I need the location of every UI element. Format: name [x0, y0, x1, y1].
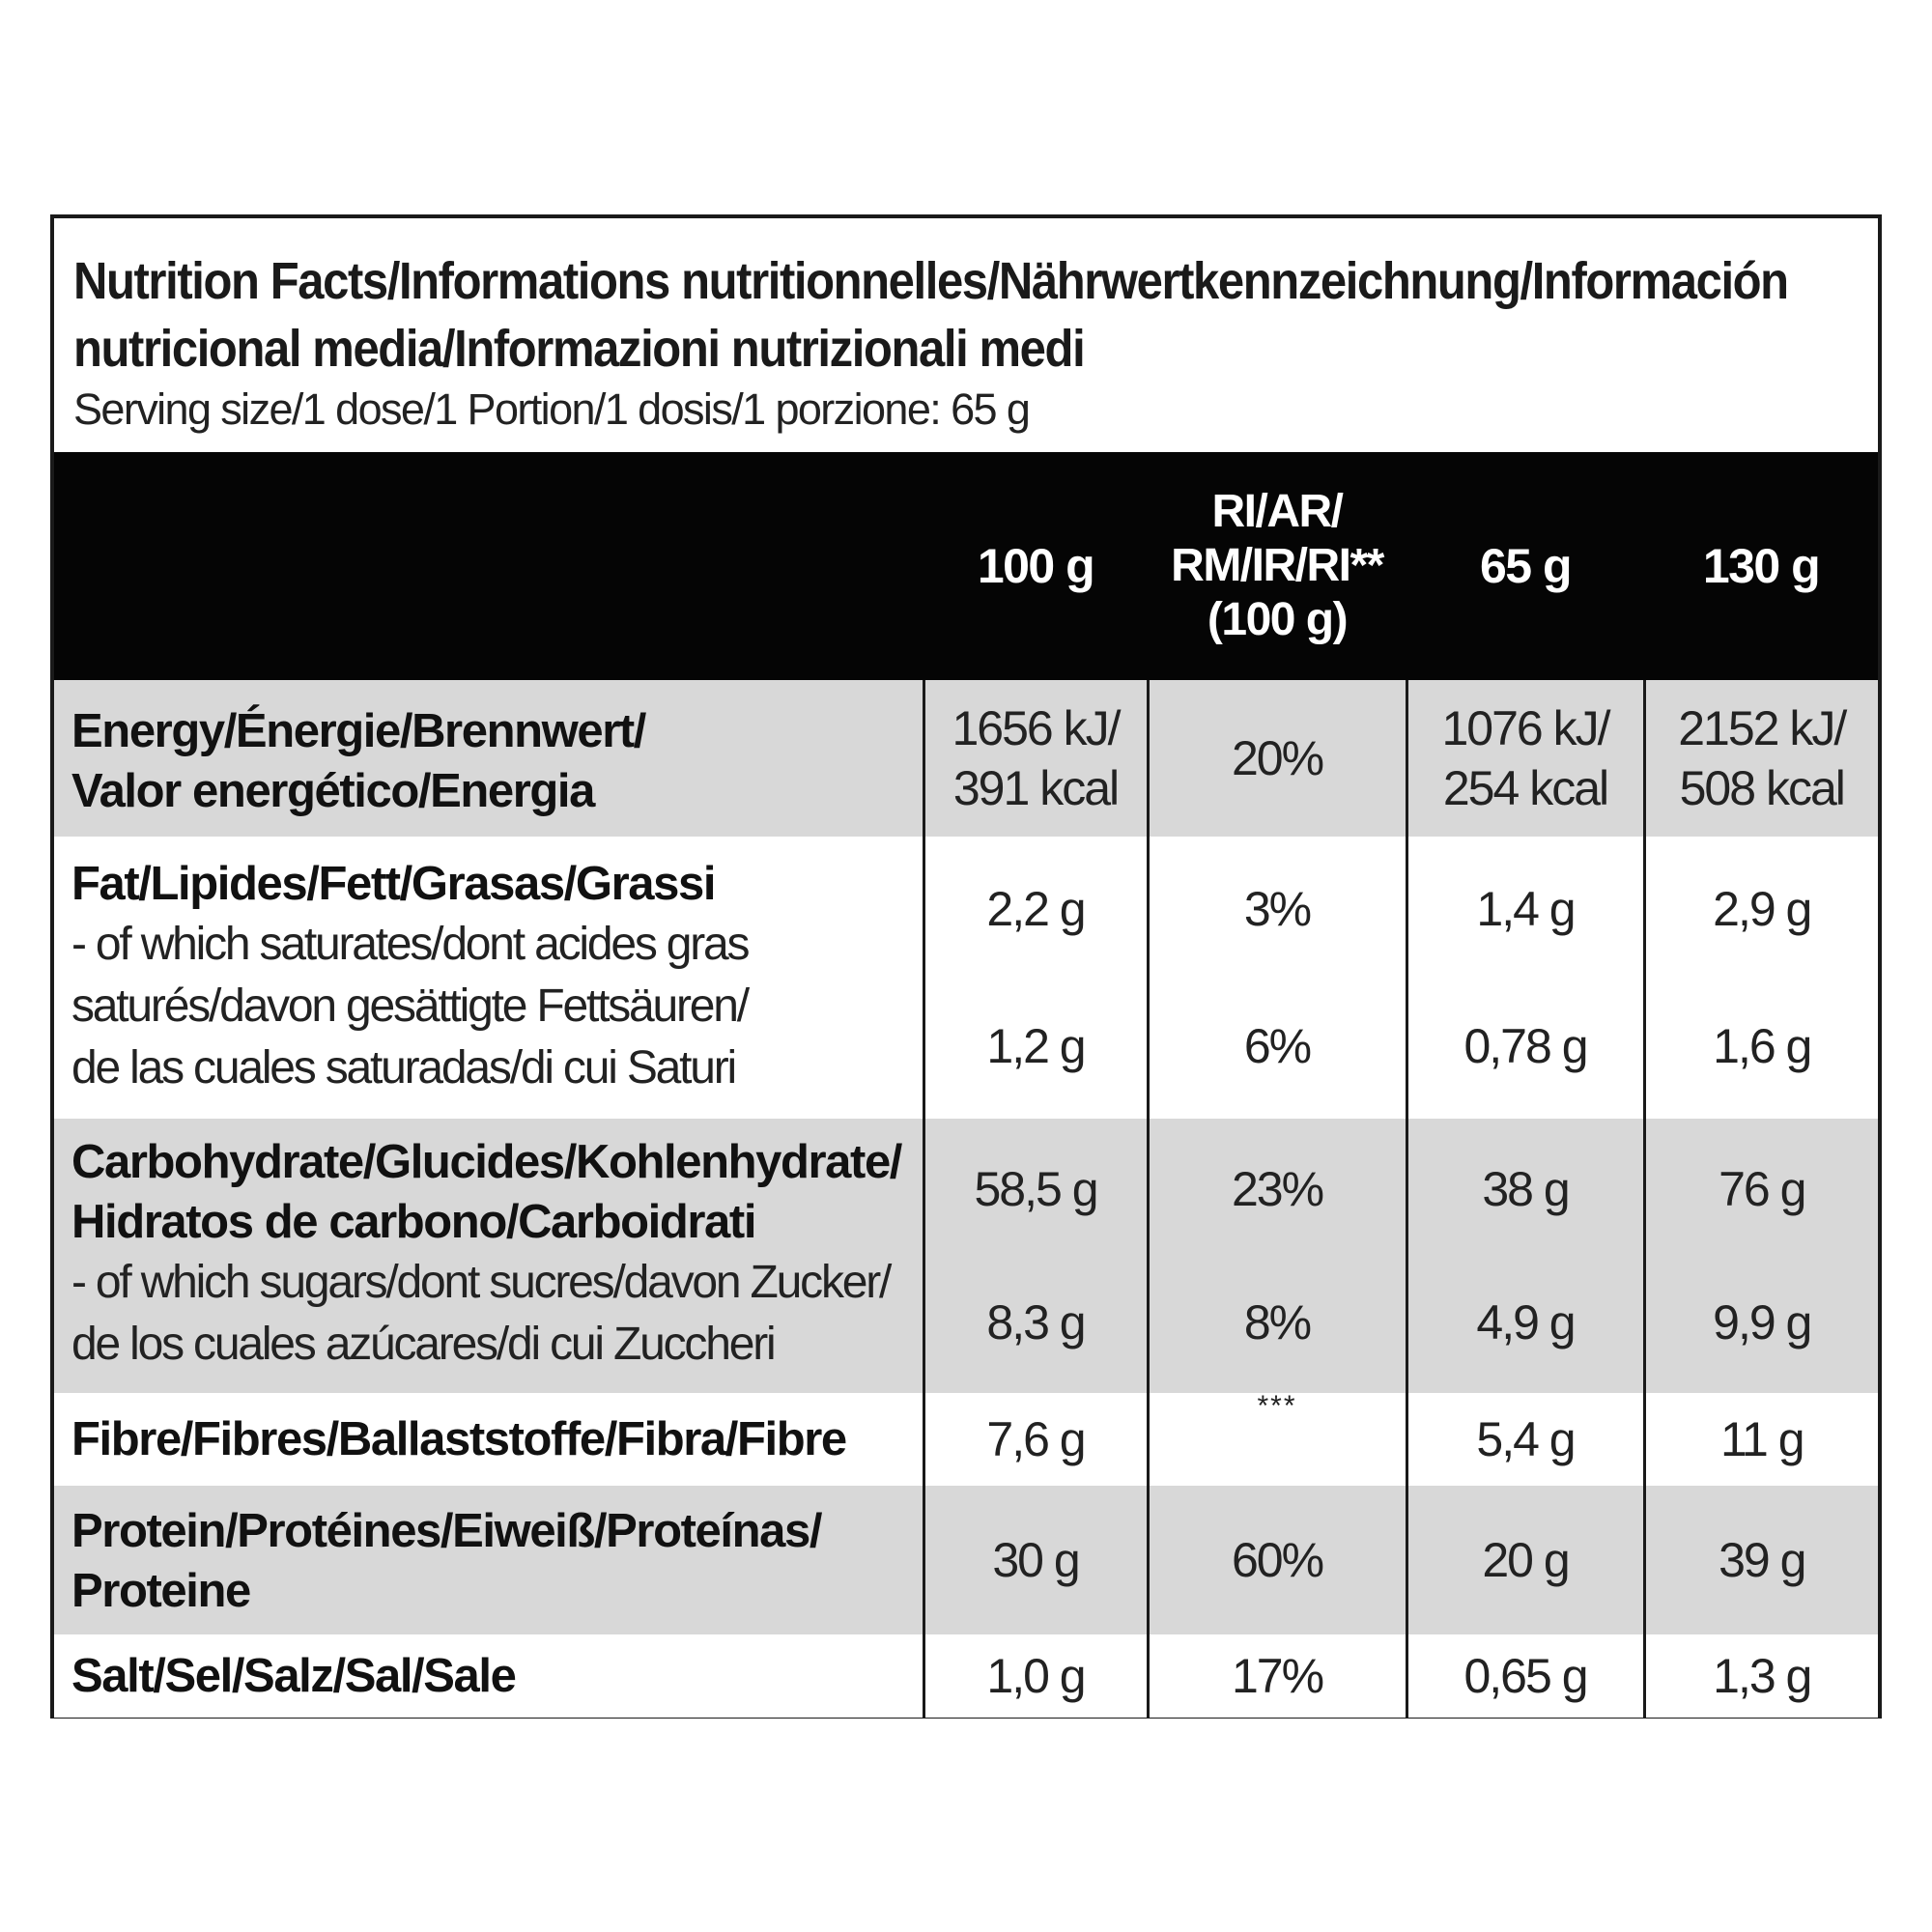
fibre-65g: 5,4 g	[1406, 1393, 1644, 1486]
protein-ri: 60%	[1148, 1486, 1406, 1634]
carbohydrate-65g: 38 g	[1482, 1162, 1569, 1216]
energy-ri: 20%	[1148, 680, 1406, 837]
salt-65g: 0,65 g	[1406, 1634, 1644, 1718]
energy-130g: 2152 kJ/ 508 kcal	[1678, 701, 1846, 815]
fat-ri: 3%	[1243, 882, 1311, 936]
saturates-130g: 1,6 g	[1713, 1019, 1811, 1073]
saturates-label: - of which saturates/dont acides gras saturés/davon gesättigte Fettsäuren/ de las cuales saturadas/di cui Saturi	[71, 919, 749, 1094]
salt-ri: 17%	[1148, 1634, 1406, 1718]
serving-size: Serving size/1 dose/1 Portion/1 dosis/1 porzione: 65 g	[73, 384, 1030, 434]
saturates-ri: 6%	[1243, 1019, 1311, 1073]
sugars-100g: 8,3 g	[986, 1295, 1085, 1350]
nutrition-header	[54, 218, 1878, 456]
fibre-ri: ***	[1257, 1390, 1297, 1422]
carbohydrate-ri: 23%	[1231, 1162, 1323, 1216]
nutrition-table	[54, 452, 1878, 1718]
salt-130g: 1,3 g	[1644, 1634, 1878, 1718]
fat-100g: 2,2 g	[986, 882, 1085, 936]
table-row-salt	[54, 1634, 1878, 1718]
fibre-label: Fibre/Fibres/Ballaststoffe/Fibra/Fibre	[71, 1413, 846, 1465]
fat-65g: 1,4 g	[1476, 882, 1575, 936]
carbohydrate-label: Carbohydrate/Glucides/Kohlenhydrate/ Hidratos de carbono/Carboidrati	[71, 1136, 902, 1248]
nutrition-title: Nutrition Facts/Informations nutritionnelles/Nährwertkennzeichnung/Información nutricional media/Informazioni nutrizionali medi	[73, 252, 1788, 379]
column-header-100g: 100 g	[923, 452, 1148, 680]
carbohydrate-100g: 58,5 g	[974, 1162, 1097, 1216]
table-row-fat	[54, 837, 1878, 1119]
fat-label: Fat/Lipides/Fett/Grasas/Grassi	[71, 858, 716, 910]
sugars-130g: 9,9 g	[1713, 1295, 1811, 1350]
table-row-protein	[54, 1486, 1878, 1634]
column-header-130g: 130 g	[1644, 452, 1878, 680]
protein-label: Protein/Protéines/Eiweiß/Proteínas/ Proteine	[71, 1505, 822, 1617]
energy-label: Energy/Énergie/Brennwert/ Valor energético/Energia	[71, 705, 646, 817]
protein-100g: 30 g	[923, 1486, 1148, 1634]
table-row-fibre	[54, 1393, 1878, 1486]
saturates-65g: 0,78 g	[1463, 1019, 1587, 1073]
salt-label: Salt/Sel/Salz/Sal/Sale	[71, 1650, 516, 1702]
fibre-130g: 11 g	[1644, 1393, 1878, 1486]
fat-130g: 2,9 g	[1713, 882, 1811, 936]
sugars-ri: 8%	[1243, 1295, 1311, 1350]
energy-100g: 1656 kJ/ 391 kcal	[952, 701, 1120, 815]
energy-65g: 1076 kJ/ 254 kcal	[1441, 701, 1609, 815]
table-header-row	[54, 452, 1878, 680]
nutrition-facts-panel	[50, 214, 1882, 1719]
saturates-100g: 1,2 g	[986, 1019, 1085, 1073]
sugars-65g: 4,9 g	[1476, 1295, 1575, 1350]
fibre-100g: 7,6 g	[923, 1393, 1148, 1486]
table-row-energy	[54, 680, 1878, 837]
carbohydrate-130g: 76 g	[1719, 1162, 1805, 1216]
table-row-carbohydrate	[54, 1119, 1878, 1393]
protein-130g: 39 g	[1644, 1486, 1878, 1634]
salt-100g: 1,0 g	[923, 1634, 1148, 1718]
column-header-nutrient	[54, 452, 923, 680]
column-header-ri: RI/AR/ RM/IR/RI** (100 g)	[1148, 452, 1406, 680]
protein-65g: 20 g	[1406, 1486, 1644, 1634]
column-header-65g: 65 g	[1406, 452, 1644, 680]
sugars-label: - of which sugars/dont sucres/davon Zucker/ de los cuales azúcares/di cui Zuccheri	[71, 1257, 891, 1370]
